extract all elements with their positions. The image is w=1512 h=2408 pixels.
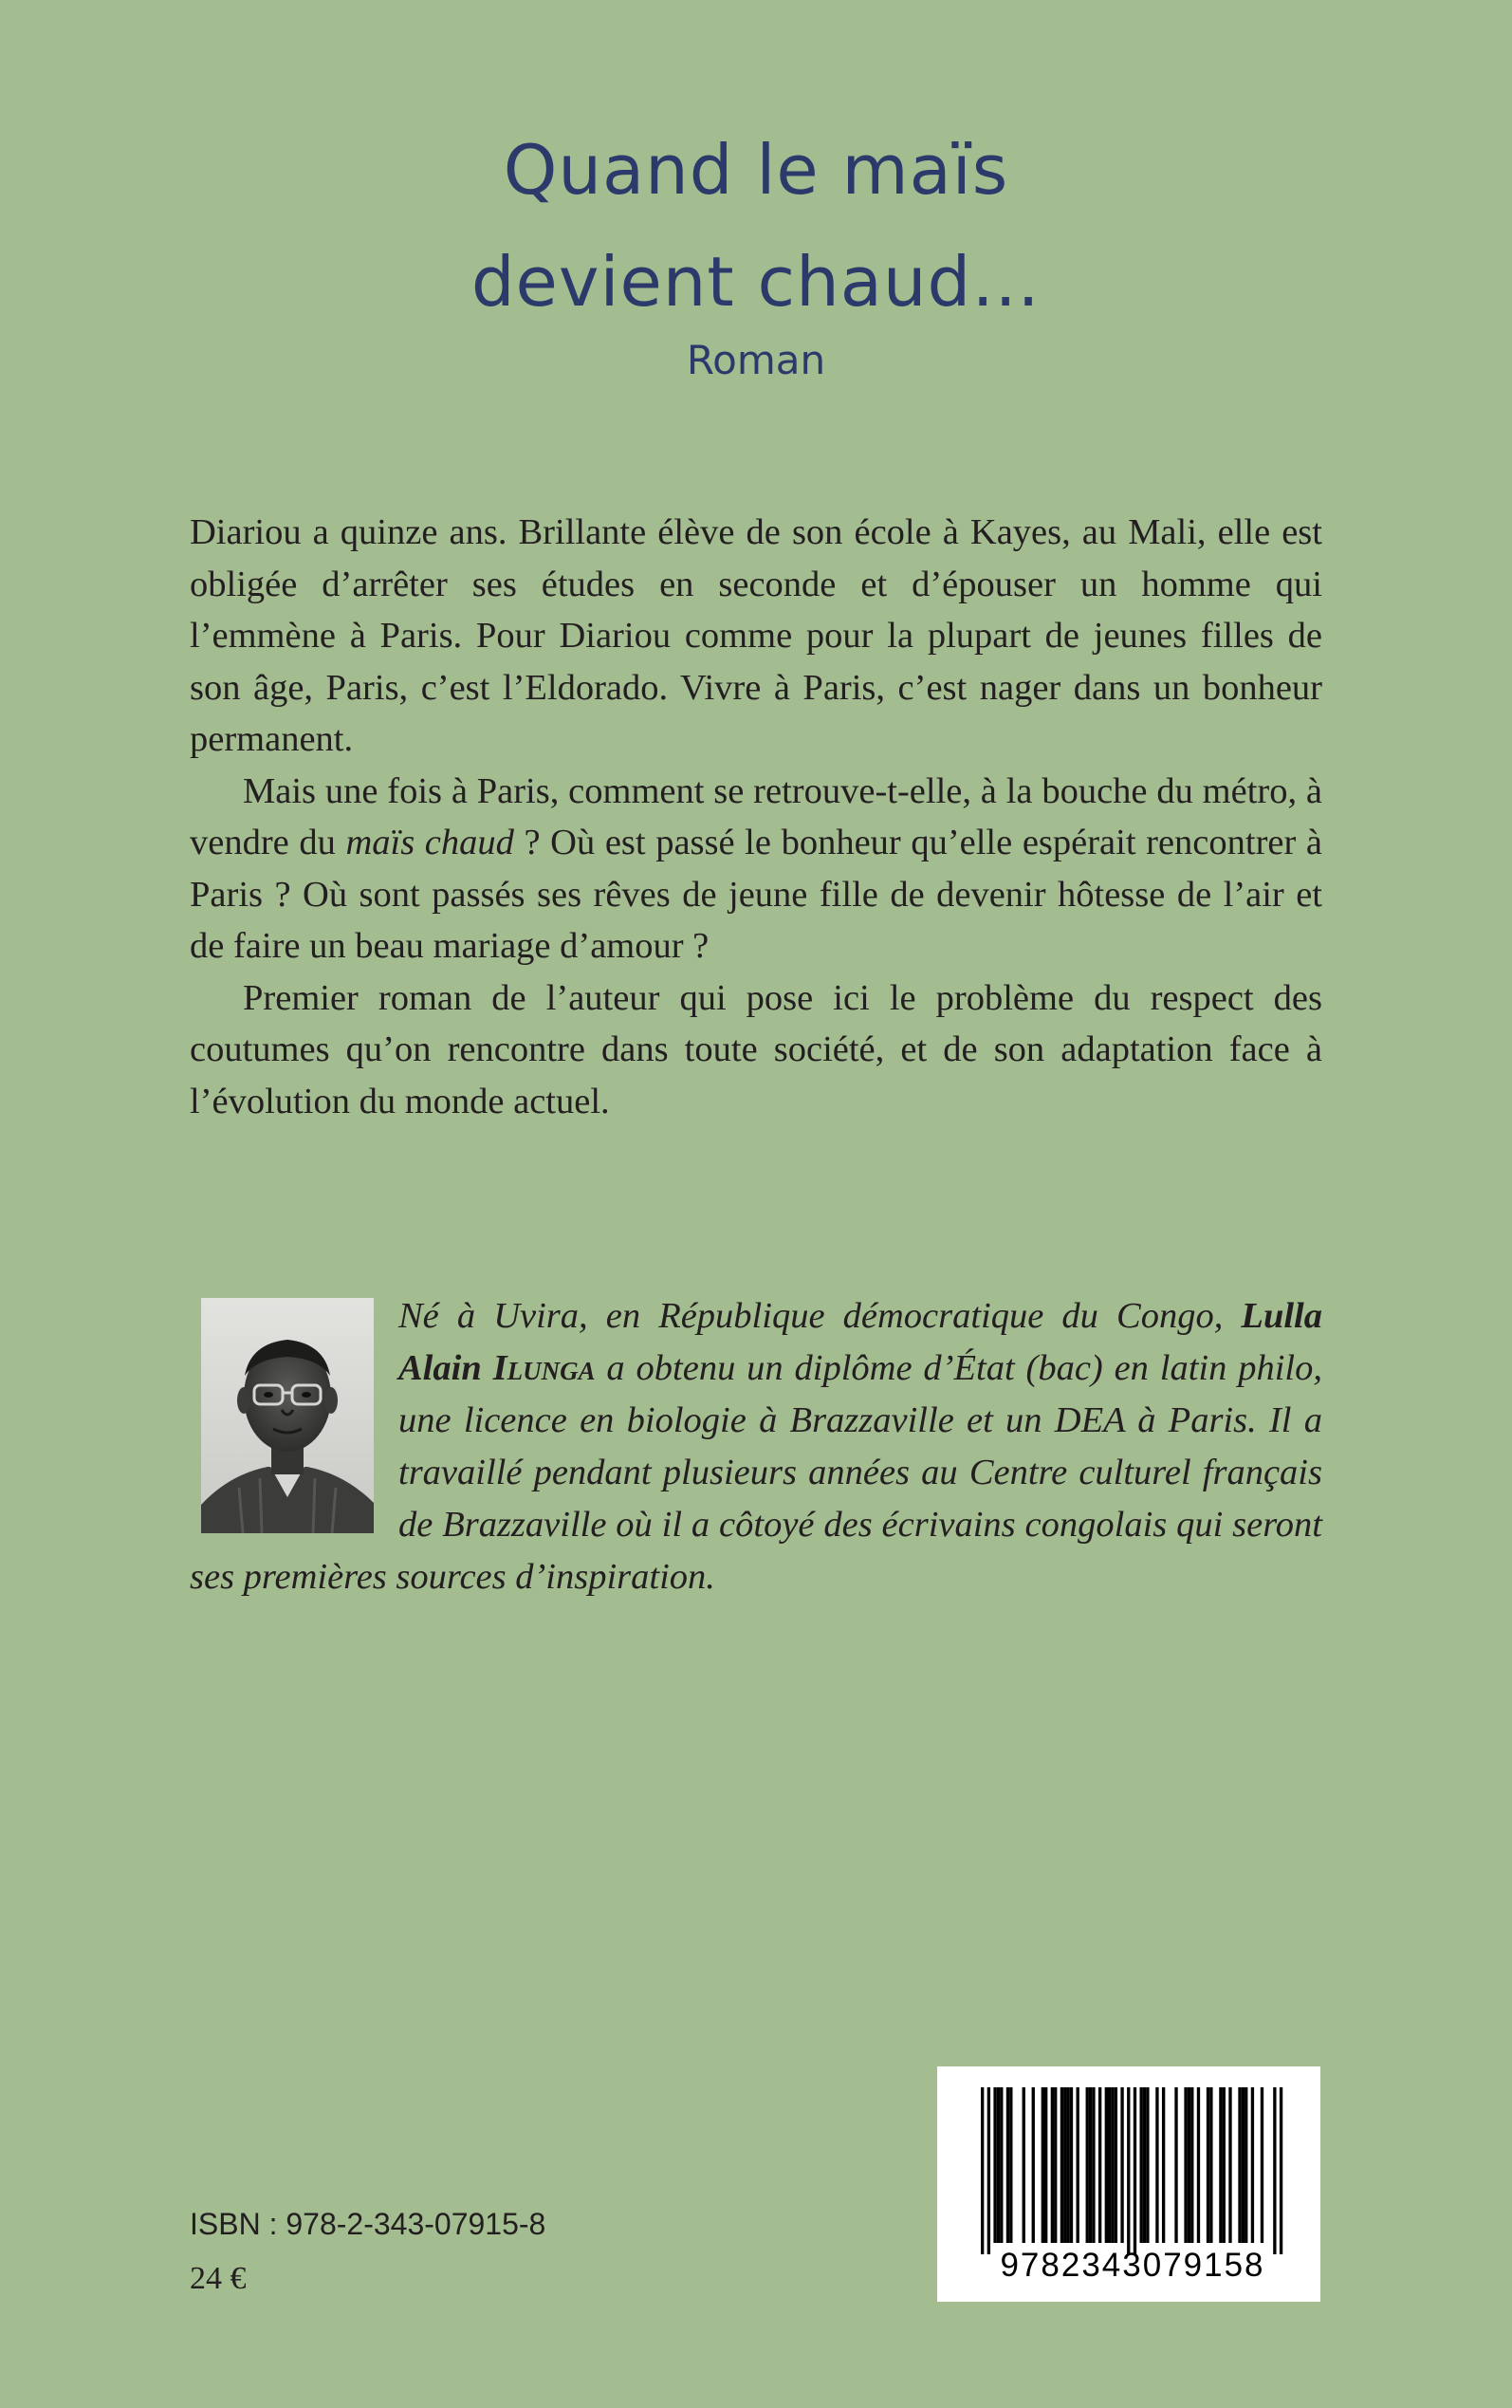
barcode-bar	[981, 2087, 984, 2254]
barcode-bar	[1251, 2087, 1254, 2243]
bio-end: a obtenu un diplôme d’État (bac) en latin philo, une licence en biologie à Brazzaville et un DEA à Paris. Il a travaillé pendant plusieurs années au Centre culturel français de Brazzaville où il a côtoyé des écrivains congolais qui seront ses premières sources d’inspiration.	[190, 1348, 1322, 1597]
barcode-bar	[1006, 2087, 1009, 2243]
barcode-bar	[1219, 2087, 1222, 2243]
barcode-bar	[1066, 2087, 1069, 2243]
author-first-name: Lulla Alain	[398, 1296, 1322, 1388]
title-line-1: Quand le maïs	[503, 130, 1009, 210]
barcode-bar	[993, 2087, 996, 2243]
barcode-bar	[1245, 2087, 1247, 2243]
title-line-2: devient chaud…	[470, 242, 1042, 322]
barcode-bar	[1238, 2087, 1241, 2243]
barcode-bar	[1162, 2087, 1165, 2243]
barcode-bar	[1042, 2087, 1044, 2243]
barcode-bar	[1009, 2087, 1012, 2243]
barcode-bar	[1197, 2087, 1200, 2243]
barcode-bar	[1134, 2087, 1136, 2254]
price: 24 €	[190, 2261, 247, 2296]
bio-start: Né à Uvira, en République démocratique du Congo,	[398, 1296, 1242, 1336]
barcode-bar	[1105, 2087, 1108, 2243]
barcode-bar	[1044, 2087, 1047, 2243]
barcode-bar	[1223, 2087, 1226, 2243]
barcode-bar	[1111, 2087, 1114, 2243]
book-title	[0, 114, 1512, 338]
barcode-bar	[1174, 2087, 1177, 2243]
barcode-bar	[1023, 2087, 1025, 2243]
barcode-bar	[987, 2087, 990, 2254]
blurb-paragraph-1: Diariou a quinze ans. Brillante élève de son école à Kayes, au Mali, elle est obligée d’arrêter ses études en seconde et d’épouser un homme qui l’emmène à Paris. Pour Diariou comme pour la plupart de jeunes filles de son âge, Paris, c’est l’Eldorado. Vivre à Paris, c’est nager dans un bonheur permanent.	[190, 512, 1322, 759]
barcode-bar	[1098, 2087, 1101, 2243]
barcode-bar	[1184, 2087, 1187, 2243]
barcode-bar	[1032, 2087, 1035, 2243]
blurb-paragraph-2	[190, 766, 1322, 972]
isbn: ISBN : 978-2-343-07915-8	[190, 2207, 546, 2241]
blurb	[190, 507, 1322, 1127]
blurb-p2-start: Mais une fois à Paris, comment se retrouve-t-elle, à la bouche du métro, à vendre du	[190, 770, 1322, 862]
barcode-bar	[1143, 2087, 1146, 2243]
barcode-bar	[1280, 2087, 1282, 2254]
barcode-bar	[1209, 2087, 1212, 2243]
barcode-bar	[1063, 2087, 1066, 2243]
barcode-bar	[1146, 2087, 1149, 2243]
barcode-bar	[1120, 2087, 1123, 2243]
barcode-bar	[1108, 2087, 1111, 2243]
barcode-bar	[1051, 2087, 1054, 2243]
barcode	[937, 2066, 1320, 2302]
blurb-paragraph-3: Premier roman de l’auteur qui pose ici le problème du respect des coutumes qu’on rencontre dans toute société, et de son adaptation face à l’évolution du monde actuel.	[190, 977, 1322, 1121]
barcode-bar	[1228, 2087, 1231, 2243]
barcode-bar	[1140, 2087, 1143, 2243]
author-last-name: Ilunga	[492, 1348, 596, 1388]
barcode-bar	[1242, 2087, 1245, 2243]
book-genre: Roman	[686, 337, 826, 383]
barcode-bar	[1089, 2087, 1092, 2243]
blurb-p2-end: ? Où est passé le bonheur qu’elle espérait rencontrer à Paris ? Où sont passés ses rêves de jeune fille de devenir hôtesse de l’air et de faire un beau mariage d’amour ?	[190, 823, 1322, 966]
barcode-bar	[1060, 2087, 1063, 2243]
barcode-bar	[1077, 2087, 1079, 2243]
barcode-bar	[1207, 2087, 1209, 2243]
photo-spacer	[190, 1290, 398, 1542]
barcode-bar	[1261, 2087, 1263, 2243]
barcode-bar	[1070, 2087, 1073, 2243]
barcode-bar	[1155, 2087, 1158, 2243]
barcode-digits: 9782343079158	[1000, 2247, 1265, 2284]
barcode-bar	[1188, 2087, 1190, 2243]
barcode-bar	[1000, 2087, 1003, 2243]
barcode-bar	[1190, 2087, 1193, 2243]
barcode-bar	[1086, 2087, 1089, 2243]
barcode-bar	[1054, 2087, 1057, 2243]
barcode-bar	[1127, 2087, 1130, 2254]
barcode-bar	[1115, 2087, 1117, 2243]
barcode-bar	[1273, 2087, 1276, 2254]
blurb-p2-emphasis: maïs chaud	[345, 823, 514, 862]
barcode-bar	[1092, 2087, 1095, 2243]
barcode-bar	[997, 2087, 1000, 2243]
author-bio	[190, 1290, 1322, 1603]
